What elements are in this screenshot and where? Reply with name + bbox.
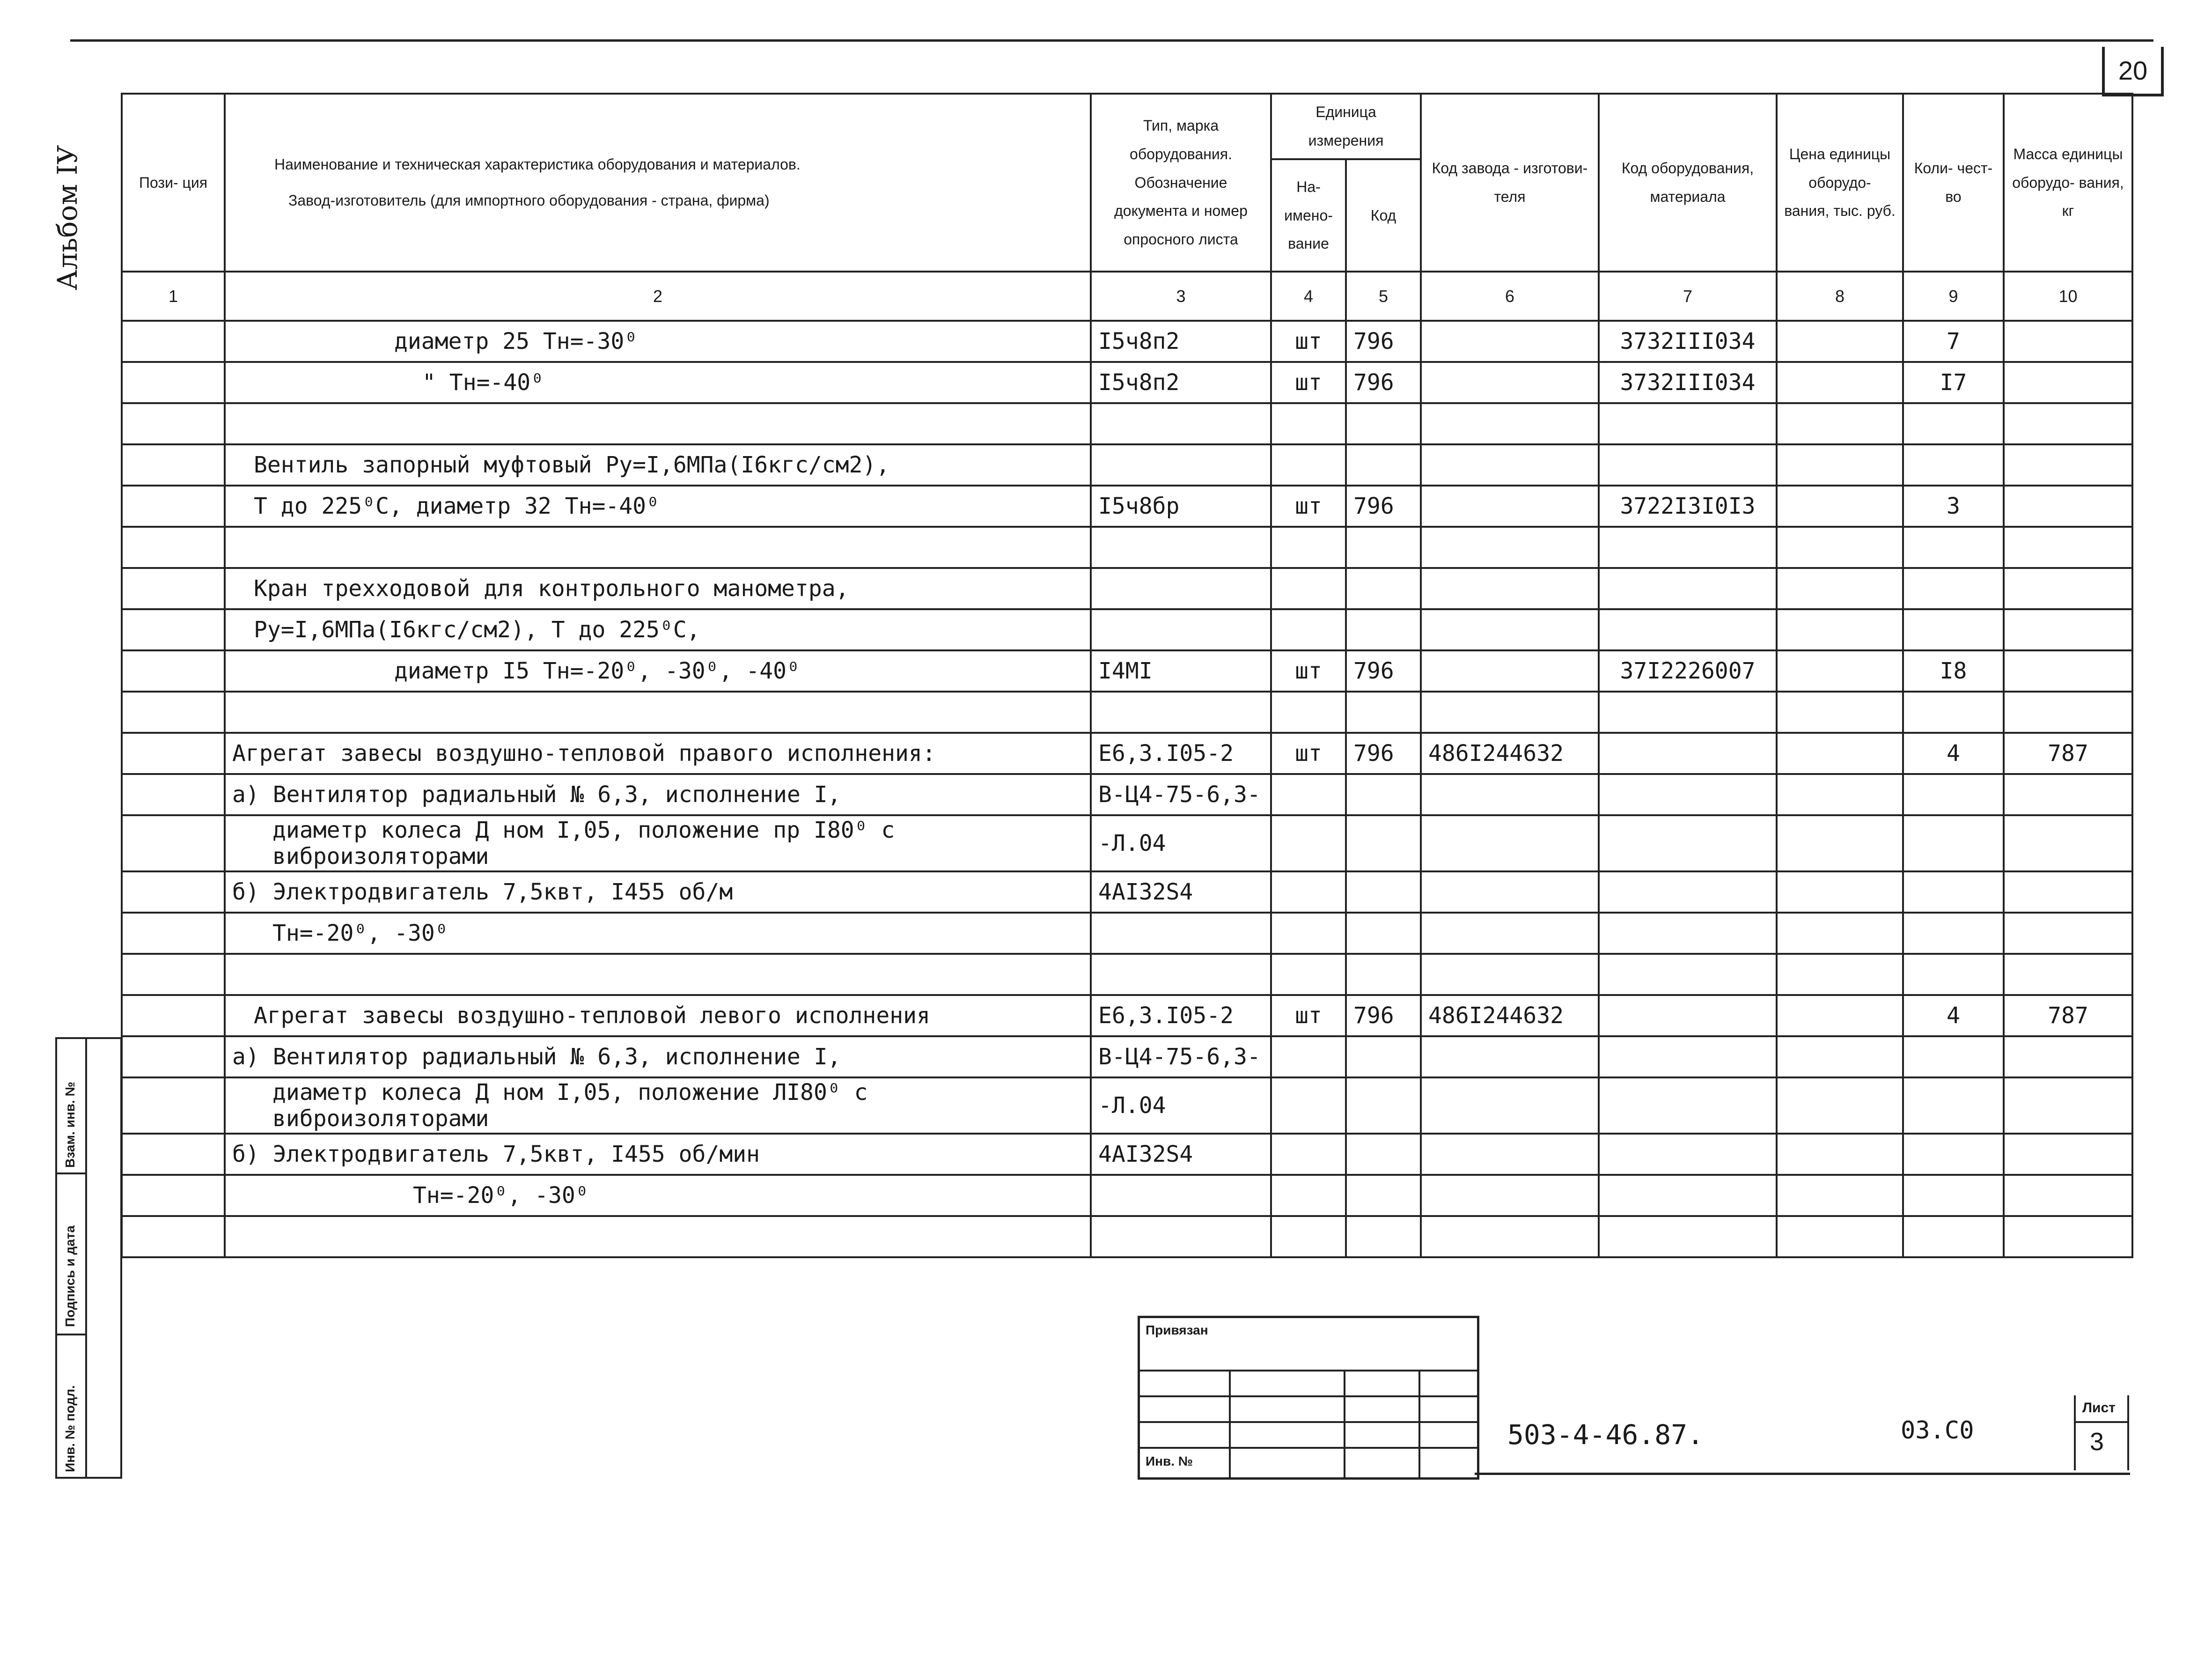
quantity-cell: I8 <box>1903 650 2004 692</box>
price-cell <box>1777 650 1903 692</box>
unit-name: шт <box>1271 321 1346 362</box>
equipment-code <box>1599 1216 1777 1257</box>
quantity-cell: 4 <box>1903 995 2004 1036</box>
unit-code <box>1346 1175 1421 1216</box>
mass-cell: 787 <box>2004 995 2132 1036</box>
column-number: 7 <box>1599 272 1777 321</box>
grid-line <box>1140 1370 1477 1371</box>
album-label: Альбом IУ <box>51 145 83 290</box>
sheet-label: Лист <box>2082 1400 2116 1416</box>
item-name: Агрегат завесы воздушно-тепловой правого исполнения: <box>225 733 1091 774</box>
item-type <box>1091 527 1271 568</box>
unit-code <box>1346 954 1421 995</box>
column-number-row <box>122 272 2132 321</box>
item-type: Е6,3.I05-2 <box>1091 995 1271 1036</box>
price-cell <box>1777 913 1903 954</box>
sheet-number: 3 <box>2090 1428 2104 1456</box>
item-type: В-Ц4-75-6,3- <box>1091 1036 1271 1077</box>
column-number: 6 <box>1421 272 1599 321</box>
header-unit-group: Единица измерения <box>1271 94 1421 159</box>
item-type <box>1091 444 1271 486</box>
table-row <box>122 871 2132 913</box>
mass-cell <box>2004 362 2132 403</box>
unit-code <box>1346 913 1421 954</box>
column-number: 3 <box>1091 272 1271 321</box>
mass-cell <box>2004 1134 2132 1175</box>
maker-code <box>1421 403 1599 444</box>
quantity-cell <box>1903 1216 2004 1257</box>
side-stamp-label-signature: Подпись и дата <box>63 1225 77 1327</box>
table-row <box>122 913 2132 954</box>
bottom-border-line <box>1475 1473 2130 1475</box>
table-row <box>122 733 2132 774</box>
mass-cell: 787 <box>2004 733 2132 774</box>
unit-code <box>1346 1077 1421 1134</box>
mass-cell <box>2004 692 2132 733</box>
position-cell <box>122 913 225 954</box>
price-cell <box>1777 1077 1903 1134</box>
table-row <box>122 954 2132 995</box>
position-cell <box>122 1175 225 1216</box>
item-type: -Л.04 <box>1091 815 1271 871</box>
item-name: б) Электродвигатель 7,5квт, I455 об/мин <box>225 1134 1091 1175</box>
mass-cell <box>2004 650 2132 692</box>
unit-name <box>1271 692 1346 733</box>
position-cell <box>122 995 225 1036</box>
quantity-cell <box>1903 815 2004 871</box>
unit-code <box>1346 1134 1421 1175</box>
quantity-cell: 3 <box>1903 486 2004 527</box>
unit-name <box>1271 1077 1346 1134</box>
table-row <box>122 815 2132 871</box>
item-name: диаметр колеса Д ном I,05, положение ЛI80⁰ с виброизоляторами <box>225 1077 1091 1134</box>
mass-cell <box>2004 871 2132 913</box>
unit-code <box>1346 871 1421 913</box>
unit-code <box>1346 527 1421 568</box>
price-cell <box>1777 733 1903 774</box>
item-name <box>225 403 1091 444</box>
item-name <box>225 527 1091 568</box>
quantity-cell <box>1903 527 2004 568</box>
side-stamp-label-replace: Взам. инв. № <box>63 1082 77 1168</box>
unit-code <box>1346 444 1421 486</box>
position-cell <box>122 321 225 362</box>
position-cell <box>122 403 225 444</box>
equipment-code <box>1599 913 1777 954</box>
unit-name <box>1271 1175 1346 1216</box>
maker-code <box>1421 609 1599 650</box>
column-number: 5 <box>1346 272 1421 321</box>
item-type: Е6,3.I05-2 <box>1091 733 1271 774</box>
unit-name <box>1271 403 1346 444</box>
table-row <box>122 486 2132 527</box>
unit-name <box>1271 444 1346 486</box>
price-cell <box>1777 1036 1903 1077</box>
item-type <box>1091 403 1271 444</box>
equipment-code <box>1599 1077 1777 1134</box>
unit-code <box>1346 815 1421 871</box>
item-type <box>1091 692 1271 733</box>
position-cell <box>122 650 225 692</box>
maker-code <box>1421 1134 1599 1175</box>
equipment-code: 3732III034 <box>1599 321 1777 362</box>
unit-code: 796 <box>1346 650 1421 692</box>
position-cell <box>122 1216 225 1257</box>
column-number: 10 <box>2004 272 2132 321</box>
maker-code <box>1421 650 1599 692</box>
unit-code <box>1346 609 1421 650</box>
table-row <box>122 1077 2132 1134</box>
unit-name <box>1271 609 1346 650</box>
item-name: Ру=I,6МПа(I6кгс/см2), Т до 225⁰С, <box>225 609 1091 650</box>
header-type: Тип, марка оборудования. Обозначение документа и номер опросного листа <box>1091 94 1271 272</box>
header-unit-code: Код <box>1346 159 1421 272</box>
unit-code: 796 <box>1346 733 1421 774</box>
maker-code <box>1421 1077 1599 1134</box>
maker-code <box>1421 527 1599 568</box>
unit-code <box>1346 1036 1421 1077</box>
mass-cell <box>2004 774 2132 815</box>
mass-cell <box>2004 444 2132 486</box>
side-stamp-divider <box>85 1039 87 1477</box>
mass-cell <box>2004 815 2132 871</box>
maker-code <box>1421 954 1599 995</box>
price-cell <box>1777 995 1903 1036</box>
unit-name <box>1271 871 1346 913</box>
maker-code <box>1421 871 1599 913</box>
maker-code <box>1421 1036 1599 1077</box>
item-name: диаметр I5 Тн=-20⁰, -30⁰, -40⁰ <box>225 650 1091 692</box>
maker-code <box>1421 1216 1599 1257</box>
equipment-code <box>1599 1134 1777 1175</box>
unit-name <box>1271 815 1346 871</box>
maker-code: 486I244632 <box>1421 995 1599 1036</box>
quantity-cell <box>1903 1077 2004 1134</box>
unit-code <box>1346 403 1421 444</box>
quantity-cell <box>1903 913 2004 954</box>
item-type <box>1091 1216 1271 1257</box>
price-cell <box>1777 568 1903 609</box>
header-position: Пози- ция <box>122 94 225 272</box>
maker-code <box>1421 1175 1599 1216</box>
table-row <box>122 609 2132 650</box>
document-suffix: 03.C0 <box>1901 1416 1974 1445</box>
maker-code <box>1421 321 1599 362</box>
quantity-cell <box>1903 609 2004 650</box>
unit-name: шт <box>1271 995 1346 1036</box>
position-cell <box>122 871 225 913</box>
price-cell <box>1777 774 1903 815</box>
item-type <box>1091 568 1271 609</box>
header-maker-code: Код завода - изготови- теля <box>1421 94 1599 272</box>
table-row <box>122 692 2132 733</box>
equipment-code: 3722I3I0I3 <box>1599 486 1777 527</box>
item-type: I5ч8бр <box>1091 486 1271 527</box>
maker-code <box>1421 444 1599 486</box>
column-number: 2 <box>225 272 1091 321</box>
unit-name <box>1271 1216 1346 1257</box>
page-number: 20 <box>2102 47 2164 96</box>
unit-code: 796 <box>1346 486 1421 527</box>
price-cell <box>1777 444 1903 486</box>
header-quantity: Коли- чест- во <box>1903 94 2004 272</box>
table-row <box>122 650 2132 692</box>
mass-cell <box>2004 321 2132 362</box>
price-cell <box>1777 692 1903 733</box>
price-cell <box>1777 486 1903 527</box>
header-name-line1: Наименование и техническая характеристика оборудования и материалов. <box>274 156 801 173</box>
unit-name <box>1271 527 1346 568</box>
top-border-line <box>70 39 2153 42</box>
position-cell <box>122 486 225 527</box>
maker-code <box>1421 913 1599 954</box>
price-cell <box>1777 321 1903 362</box>
unit-name <box>1271 1134 1346 1175</box>
item-name <box>225 954 1091 995</box>
equipment-code <box>1599 774 1777 815</box>
item-name: диаметр колеса Д ном I,05, положение пр I80⁰ с виброизоляторами <box>225 815 1091 871</box>
item-type: 4АI32S4 <box>1091 1134 1271 1175</box>
title-block <box>1138 1316 1479 1480</box>
item-type: -Л.04 <box>1091 1077 1271 1134</box>
item-name: диаметр 25 Тн=-30⁰ <box>225 321 1091 362</box>
item-name: а) Вентилятор радиальный № 6,3, исполнение I, <box>225 774 1091 815</box>
mass-cell <box>2004 913 2132 954</box>
maker-code <box>1421 486 1599 527</box>
mass-cell <box>2004 403 2132 444</box>
mass-cell <box>2004 568 2132 609</box>
unit-name <box>1271 954 1346 995</box>
equipment-code <box>1599 871 1777 913</box>
table-row <box>122 1036 2132 1077</box>
table-row <box>122 362 2132 403</box>
quantity-cell <box>1903 1134 2004 1175</box>
position-cell <box>122 609 225 650</box>
equipment-code <box>1599 444 1777 486</box>
item-name <box>225 692 1091 733</box>
price-cell <box>1777 527 1903 568</box>
table-row <box>122 774 2132 815</box>
quantity-cell: I7 <box>1903 362 2004 403</box>
quantity-cell <box>1903 444 2004 486</box>
position-cell <box>122 774 225 815</box>
side-stamp-label-inventory: Инв. № подл. <box>63 1385 77 1472</box>
quantity-cell: 4 <box>1903 733 2004 774</box>
document-code: 503-4-46.87. <box>1507 1419 1704 1451</box>
item-type: I5ч8п2 <box>1091 362 1271 403</box>
quantity-cell <box>1903 774 2004 815</box>
equipment-code <box>1599 403 1777 444</box>
equipment-code <box>1599 954 1777 995</box>
unit-code <box>1346 774 1421 815</box>
price-cell <box>1777 1216 1903 1257</box>
position-cell <box>122 568 225 609</box>
quantity-cell: 7 <box>1903 321 2004 362</box>
equipment-code <box>1599 815 1777 871</box>
price-cell <box>1777 609 1903 650</box>
unit-name <box>1271 1036 1346 1077</box>
header-unit-name: На- имено- вание <box>1271 159 1346 272</box>
mass-cell <box>2004 486 2132 527</box>
table-row <box>122 568 2132 609</box>
position-cell <box>122 444 225 486</box>
header-name-line2: Завод-изготовитель (для импортного оборудования - страна, фирма) <box>288 192 770 209</box>
mass-cell <box>2004 954 2132 995</box>
column-number: 1 <box>122 272 225 321</box>
price-cell <box>1777 871 1903 913</box>
item-type: 4АI32S4 <box>1091 871 1271 913</box>
position-cell <box>122 527 225 568</box>
side-stamp <box>55 1037 122 1479</box>
grid-line <box>1140 1447 1477 1449</box>
equipment-code <box>1599 1036 1777 1077</box>
header-mass: Масса единицы оборудо- вания, кг <box>2004 94 2132 272</box>
item-name: Тн=-20⁰, -30⁰ <box>225 913 1091 954</box>
header-equip-code: Код оборудования, материала <box>1599 94 1777 272</box>
quantity-cell <box>1903 692 2004 733</box>
maker-code <box>1421 692 1599 733</box>
unit-code <box>1346 1216 1421 1257</box>
grid-line <box>1344 1370 1345 1477</box>
quantity-cell <box>1903 1175 2004 1216</box>
position-cell <box>122 733 225 774</box>
equipment-code <box>1599 568 1777 609</box>
header-price: Цена единицы оборудо- вания, тыс. руб. <box>1777 94 1903 272</box>
price-cell <box>1777 403 1903 444</box>
mass-cell <box>2004 1216 2132 1257</box>
table-row <box>122 403 2132 444</box>
price-cell <box>1777 1134 1903 1175</box>
item-name: Кран трехходовой для контрольного манометра, <box>225 568 1091 609</box>
equipment-code <box>1599 733 1777 774</box>
column-number: 9 <box>1903 272 2004 321</box>
item-type <box>1091 913 1271 954</box>
item-name: б) Электродвигатель 7,5квт, I455 об/м <box>225 871 1091 913</box>
sheet-divider <box>2076 1421 2127 1423</box>
quantity-cell <box>1903 1036 2004 1077</box>
unit-code: 796 <box>1346 321 1421 362</box>
unit-code <box>1346 692 1421 733</box>
table-row <box>122 995 2132 1036</box>
quantity-cell <box>1903 871 2004 913</box>
sheet-box <box>2074 1395 2129 1470</box>
mass-cell <box>2004 1175 2132 1216</box>
price-cell <box>1777 362 1903 403</box>
maker-code <box>1421 815 1599 871</box>
item-type <box>1091 954 1271 995</box>
equipment-code <box>1599 609 1777 650</box>
tied-label: Привязан <box>1146 1323 1208 1337</box>
grid-line <box>1229 1370 1231 1477</box>
equipment-code: 37I2226007 <box>1599 650 1777 692</box>
item-type <box>1091 1175 1271 1216</box>
item-name <box>225 1216 1091 1257</box>
equipment-code <box>1599 1175 1777 1216</box>
maker-code <box>1421 568 1599 609</box>
equipment-code <box>1599 995 1777 1036</box>
grid-line <box>1418 1370 1420 1477</box>
unit-code: 796 <box>1346 995 1421 1036</box>
price-cell <box>1777 1175 1903 1216</box>
grid-line <box>1140 1395 1477 1397</box>
table-row <box>122 527 2132 568</box>
unit-name <box>1271 568 1346 609</box>
grid-line <box>1140 1421 1477 1423</box>
item-type: В-Ц4-75-6,3- <box>1091 774 1271 815</box>
item-type: I4МI <box>1091 650 1271 692</box>
position-cell <box>122 362 225 403</box>
price-cell <box>1777 954 1903 995</box>
position-cell <box>122 815 225 871</box>
mass-cell <box>2004 1077 2132 1134</box>
column-number: 4 <box>1271 272 1346 321</box>
position-cell <box>122 1134 225 1175</box>
maker-code <box>1421 774 1599 815</box>
quantity-cell <box>1903 954 2004 995</box>
specification-table <box>121 93 2133 1258</box>
maker-code <box>1421 362 1599 403</box>
quantity-cell <box>1903 568 2004 609</box>
item-name: Вентиль запорный муфтовый Ру=I,6МПа(I6кгс/см2), <box>225 444 1091 486</box>
mass-cell <box>2004 527 2132 568</box>
position-cell <box>122 1077 225 1134</box>
maker-code: 486I244632 <box>1421 733 1599 774</box>
mass-cell <box>2004 1036 2132 1077</box>
unit-name: шт <box>1271 650 1346 692</box>
header-name <box>225 94 1091 272</box>
price-cell <box>1777 815 1903 871</box>
unit-name: шт <box>1271 486 1346 527</box>
position-cell <box>122 1036 225 1077</box>
column-number: 8 <box>1777 272 1903 321</box>
position-cell <box>122 954 225 995</box>
table-row <box>122 1216 2132 1257</box>
quantity-cell <box>1903 403 2004 444</box>
unit-name: шт <box>1271 733 1346 774</box>
item-type <box>1091 609 1271 650</box>
equipment-code: 3732III034 <box>1599 362 1777 403</box>
item-name: " Тн=-40⁰ <box>225 362 1091 403</box>
equipment-code <box>1599 692 1777 733</box>
mass-cell <box>2004 609 2132 650</box>
item-name: Тн=-20⁰, -30⁰ <box>225 1175 1091 1216</box>
item-name: Агрегат завесы воздушно-тепловой левого исполнения <box>225 995 1091 1036</box>
equipment-code <box>1599 527 1777 568</box>
unit-name <box>1271 913 1346 954</box>
item-type: I5ч8п2 <box>1091 321 1271 362</box>
position-cell <box>122 692 225 733</box>
unit-name: шт <box>1271 362 1346 403</box>
unit-code: 796 <box>1346 362 1421 403</box>
unit-name <box>1271 774 1346 815</box>
unit-code <box>1346 568 1421 609</box>
table-row <box>122 444 2132 486</box>
table-row <box>122 1175 2132 1216</box>
item-name: а) Вентилятор радиальный № 6,3, исполнение I, <box>225 1036 1091 1077</box>
table-row <box>122 321 2132 362</box>
item-name: Т до 225⁰С, диаметр 32 Тн=-40⁰ <box>225 486 1091 527</box>
inventory-label: Инв. № <box>1146 1454 1193 1468</box>
table-row <box>122 1134 2132 1175</box>
